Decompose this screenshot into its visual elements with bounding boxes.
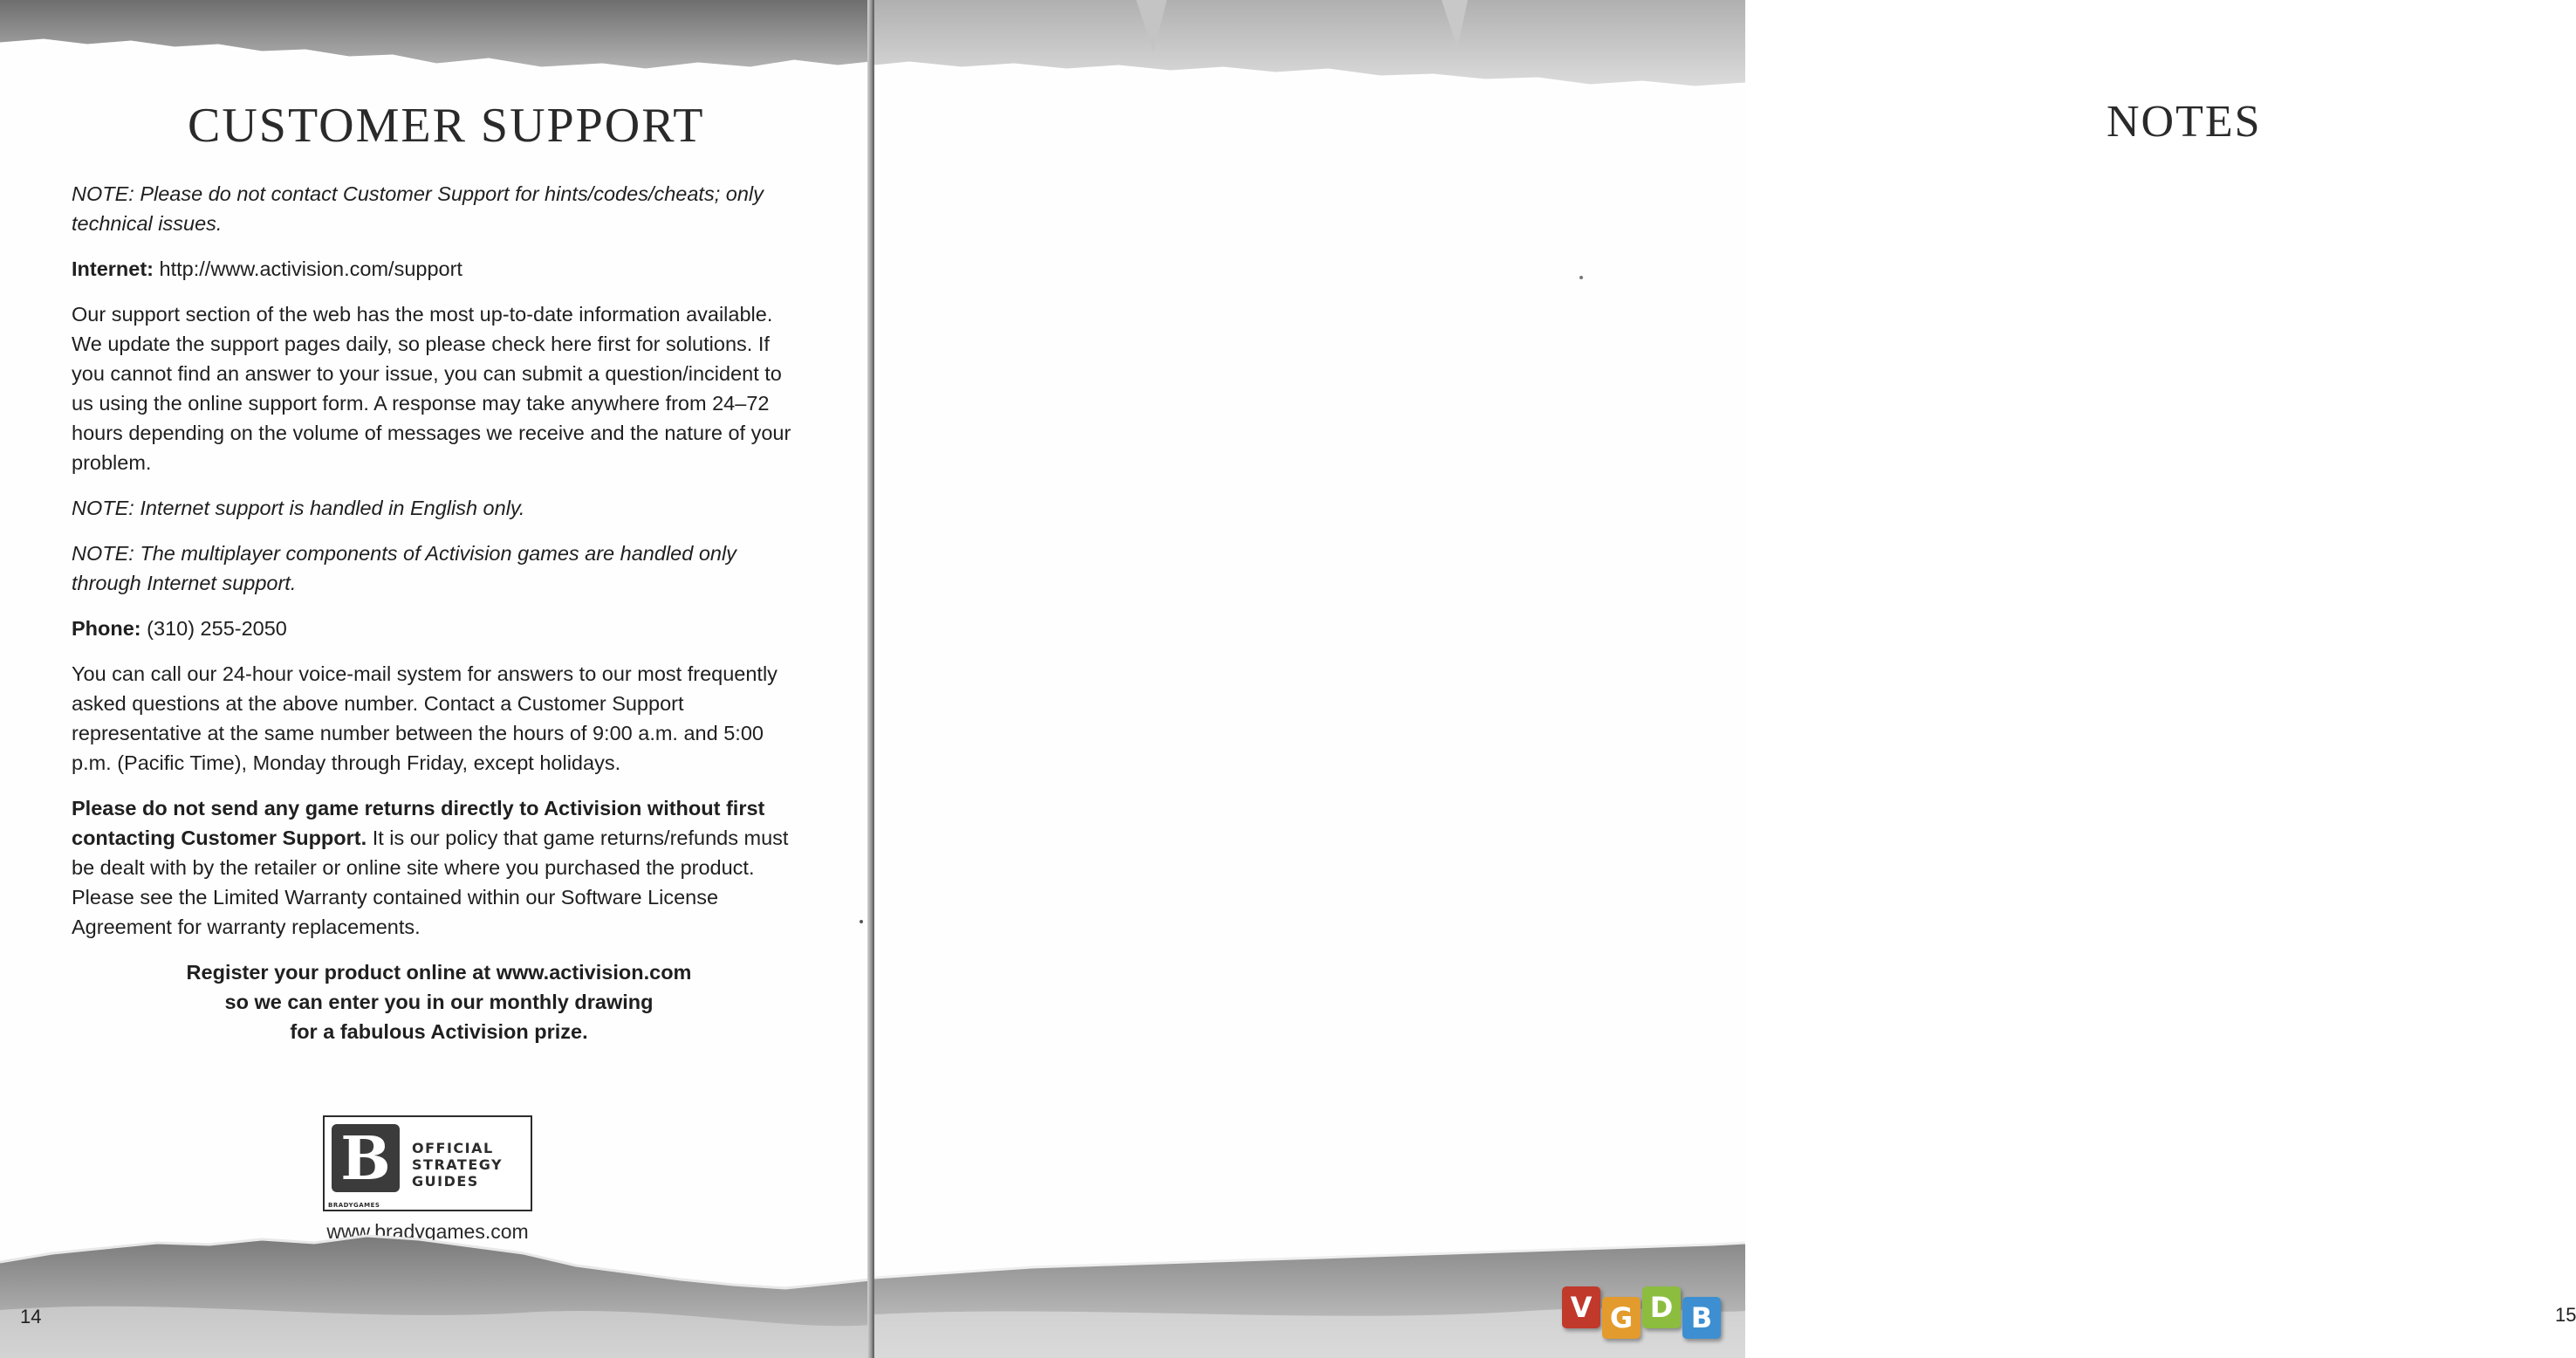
phone-line — [72, 614, 806, 643]
logo-text — [412, 1140, 531, 1190]
page-number-right: 15 — [2555, 1304, 2576, 1326]
vgdb-tile-g: G — [1602, 1297, 1641, 1339]
returns-paragraph — [72, 793, 806, 942]
register-line-2: so we can enter you in our monthly drawing — [224, 991, 654, 1013]
bradygames-b-icon — [332, 1124, 400, 1192]
note-multiplayer: NOTE: The multiplayer components of Activision games are handled only through Internet support. — [72, 542, 736, 594]
vgdb-watermark — [1562, 1283, 1737, 1344]
support-text — [72, 179, 806, 1046]
paper-speck — [1579, 276, 1583, 279]
register-line-3: for a fabulous Activision prize. — [290, 1020, 588, 1043]
torn-paper-bottom-left — [0, 1227, 871, 1358]
left-page — [0, 0, 871, 1358]
bradygames-url[interactable]: www.bradygames.com — [326, 1220, 529, 1243]
vgdb-tile-d: D — [1642, 1286, 1681, 1328]
phone-paragraph: You can call our 24-hour voice-mail system for answers to our most frequently asked questions at the above number. Contact a Customer Support representative at the same number between the hours of 9:00 a.m. and 5:00 p.m. (Pacific Time), Monday through Friday, except holidays. — [72, 662, 778, 774]
internet-paragraph: Our support section of the web has the most up-to-date information available. We update the support pages daily, so please check here first for solutions. If you cannot find an answer to your issue, you can submit a question/incident to us using the online support form. A response may take anywhere from 24–72 hours depending on the volume of messages we receive and the nature of your problem. — [72, 303, 791, 474]
phone-number: (310) 255-2050 — [147, 617, 287, 640]
returns-bold-text: Please do not send any game returns directly to Activision without first contacting Customer Support. — [72, 797, 765, 849]
vgdb-tile-v: V — [1562, 1286, 1600, 1328]
logo-small-text: BRADYGAMES — [328, 1202, 380, 1209]
phone-label: Phone: — [72, 617, 141, 640]
internet-url[interactable]: http://www.activision.com/support — [159, 257, 462, 280]
torn-paper-top-left — [0, 0, 871, 96]
note-english: NOTE: Internet support is handled in English only. — [72, 497, 525, 519]
note-hints: NOTE: Please do not contact Customer Support for hints/codes/cheats; only technical issues. — [72, 182, 764, 235]
notes-title: NOTES — [2107, 97, 2262, 147]
logo-line-official: OFFICIAL — [412, 1140, 494, 1156]
page-title: CUSTOMER SUPPORT — [188, 99, 705, 153]
right-page — [874, 0, 2576, 1358]
register-line-1: Register your product online at www.activision.com — [186, 961, 692, 984]
spine-mark — [860, 920, 863, 923]
internet-label: Internet: — [72, 257, 154, 280]
bradygames-mark-letter: B — [340, 1124, 391, 1194]
logo-line-guides: GUIDES — [412, 1173, 479, 1190]
bradygames-logo — [323, 1115, 532, 1211]
logo-line-strategy: STRATEGY — [412, 1156, 504, 1173]
vgdb-tile-b: B — [1682, 1297, 1721, 1339]
page-number-left: 14 — [20, 1306, 42, 1327]
torn-paper-top-right — [874, 0, 1745, 96]
register-notice — [72, 957, 806, 1046]
internet-line — [72, 254, 806, 284]
returns-text: It is our policy that game returns/refunds must be dealt with by the retailer or online site where you purchased the product. Please see the Limited Warranty contained within our Software License Agreement for warranty replacements. — [72, 826, 789, 938]
